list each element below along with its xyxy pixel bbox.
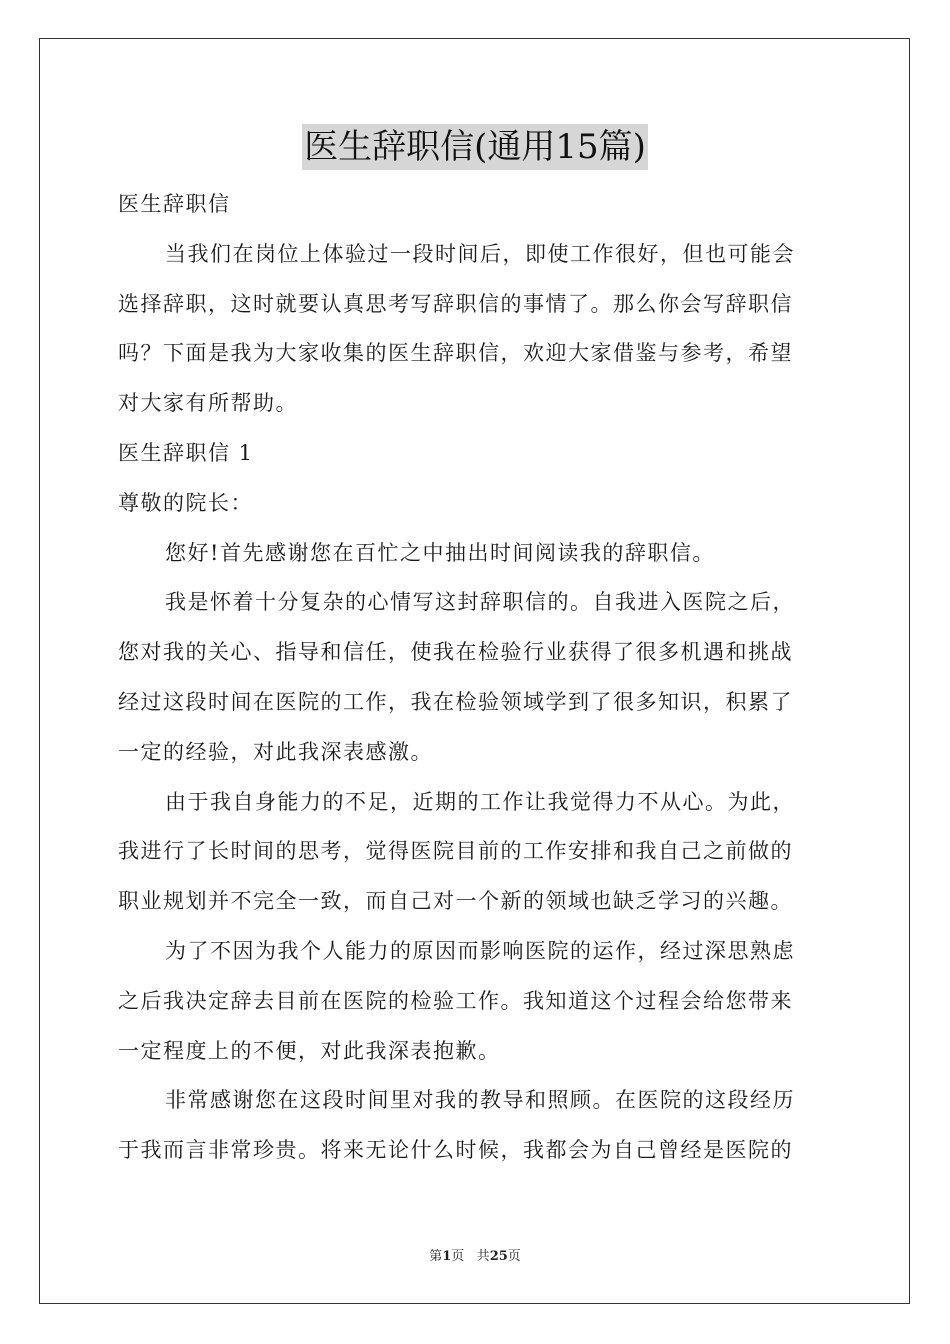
page-suffix: 页 <box>451 1249 465 1264</box>
paragraph-line: 对大家有所帮助。 <box>118 391 298 416</box>
document-body <box>118 180 833 1176</box>
paragraph-line: 吗？下面是我为大家收集的医生辞职信，欢迎大家借鉴与参考，希望 <box>118 341 793 366</box>
page-number: 1 <box>442 1249 452 1264</box>
section-heading: 医生辞职信 1 <box>118 440 254 465</box>
paragraph-line: 一定的经验，对此我深表感激。 <box>118 739 433 764</box>
paragraph-line: 为了不因为我个人能力的原因而影响医院的运作，经过深思熟虑 <box>165 938 795 963</box>
total-prefix: 共 <box>476 1249 490 1264</box>
paragraph-line: 我进行了长时间的思考，觉得医院目前的工作安排和我自己之前做的 <box>118 839 793 864</box>
paragraph-line: 选择辞职，这时就要认真思考写辞职信的事情了。那么你会写辞职信 <box>118 291 793 316</box>
section-heading: 医生辞职信 <box>118 192 231 216</box>
paragraph-line: 我是怀着十分复杂的心情写这封辞职信的。自我进入医院之后， <box>165 590 795 615</box>
paragraph-line: 由于我自身能力的不足，近期的工作让我觉得力不从心。为此， <box>165 789 795 814</box>
total-pages: 25 <box>489 1249 508 1264</box>
paragraph-line: 一定程度上的不便，对此我深表抱歉。 <box>118 1038 501 1063</box>
paragraph-line: 您好!首先感谢您在百忙之中抽出时间阅读我的辞职信。 <box>165 540 715 565</box>
page-footer <box>0 1245 950 1264</box>
page-prefix: 第 <box>429 1249 443 1264</box>
paragraph-line: 于我而言非常珍贵。将来无论什么时候，我都会为自己曾经是医院的 <box>118 1138 793 1163</box>
paragraph-line: 当我们在岗位上体验过一段时间后，即使工作很好，但也可能会 <box>165 241 795 266</box>
document-title <box>0 124 950 170</box>
document-title-text: 医生辞职信(通用15篇) <box>302 124 648 170</box>
total-suffix: 页 <box>507 1249 521 1264</box>
paragraph-line: 非常感谢您在这段时间里对我的教导和照顾。在医院的这段经历 <box>165 1088 795 1113</box>
paragraph-line: 职业规划并不完全一致，而自己对一个新的领域也缺乏学习的兴趣。 <box>118 889 793 914</box>
paragraph-line: 经过这段时间在医院的工作，我在检验领域学到了很多知识，积累了 <box>118 689 793 714</box>
salutation: 尊敬的院长： <box>118 490 253 515</box>
paragraph-line: 您对我的关心、指导和信任，使我在检验行业获得了很多机遇和挑战 <box>118 640 793 665</box>
paragraph-line: 之后我决定辞去目前在医院的检验工作。我知道这个过程会给您带来 <box>118 988 793 1013</box>
